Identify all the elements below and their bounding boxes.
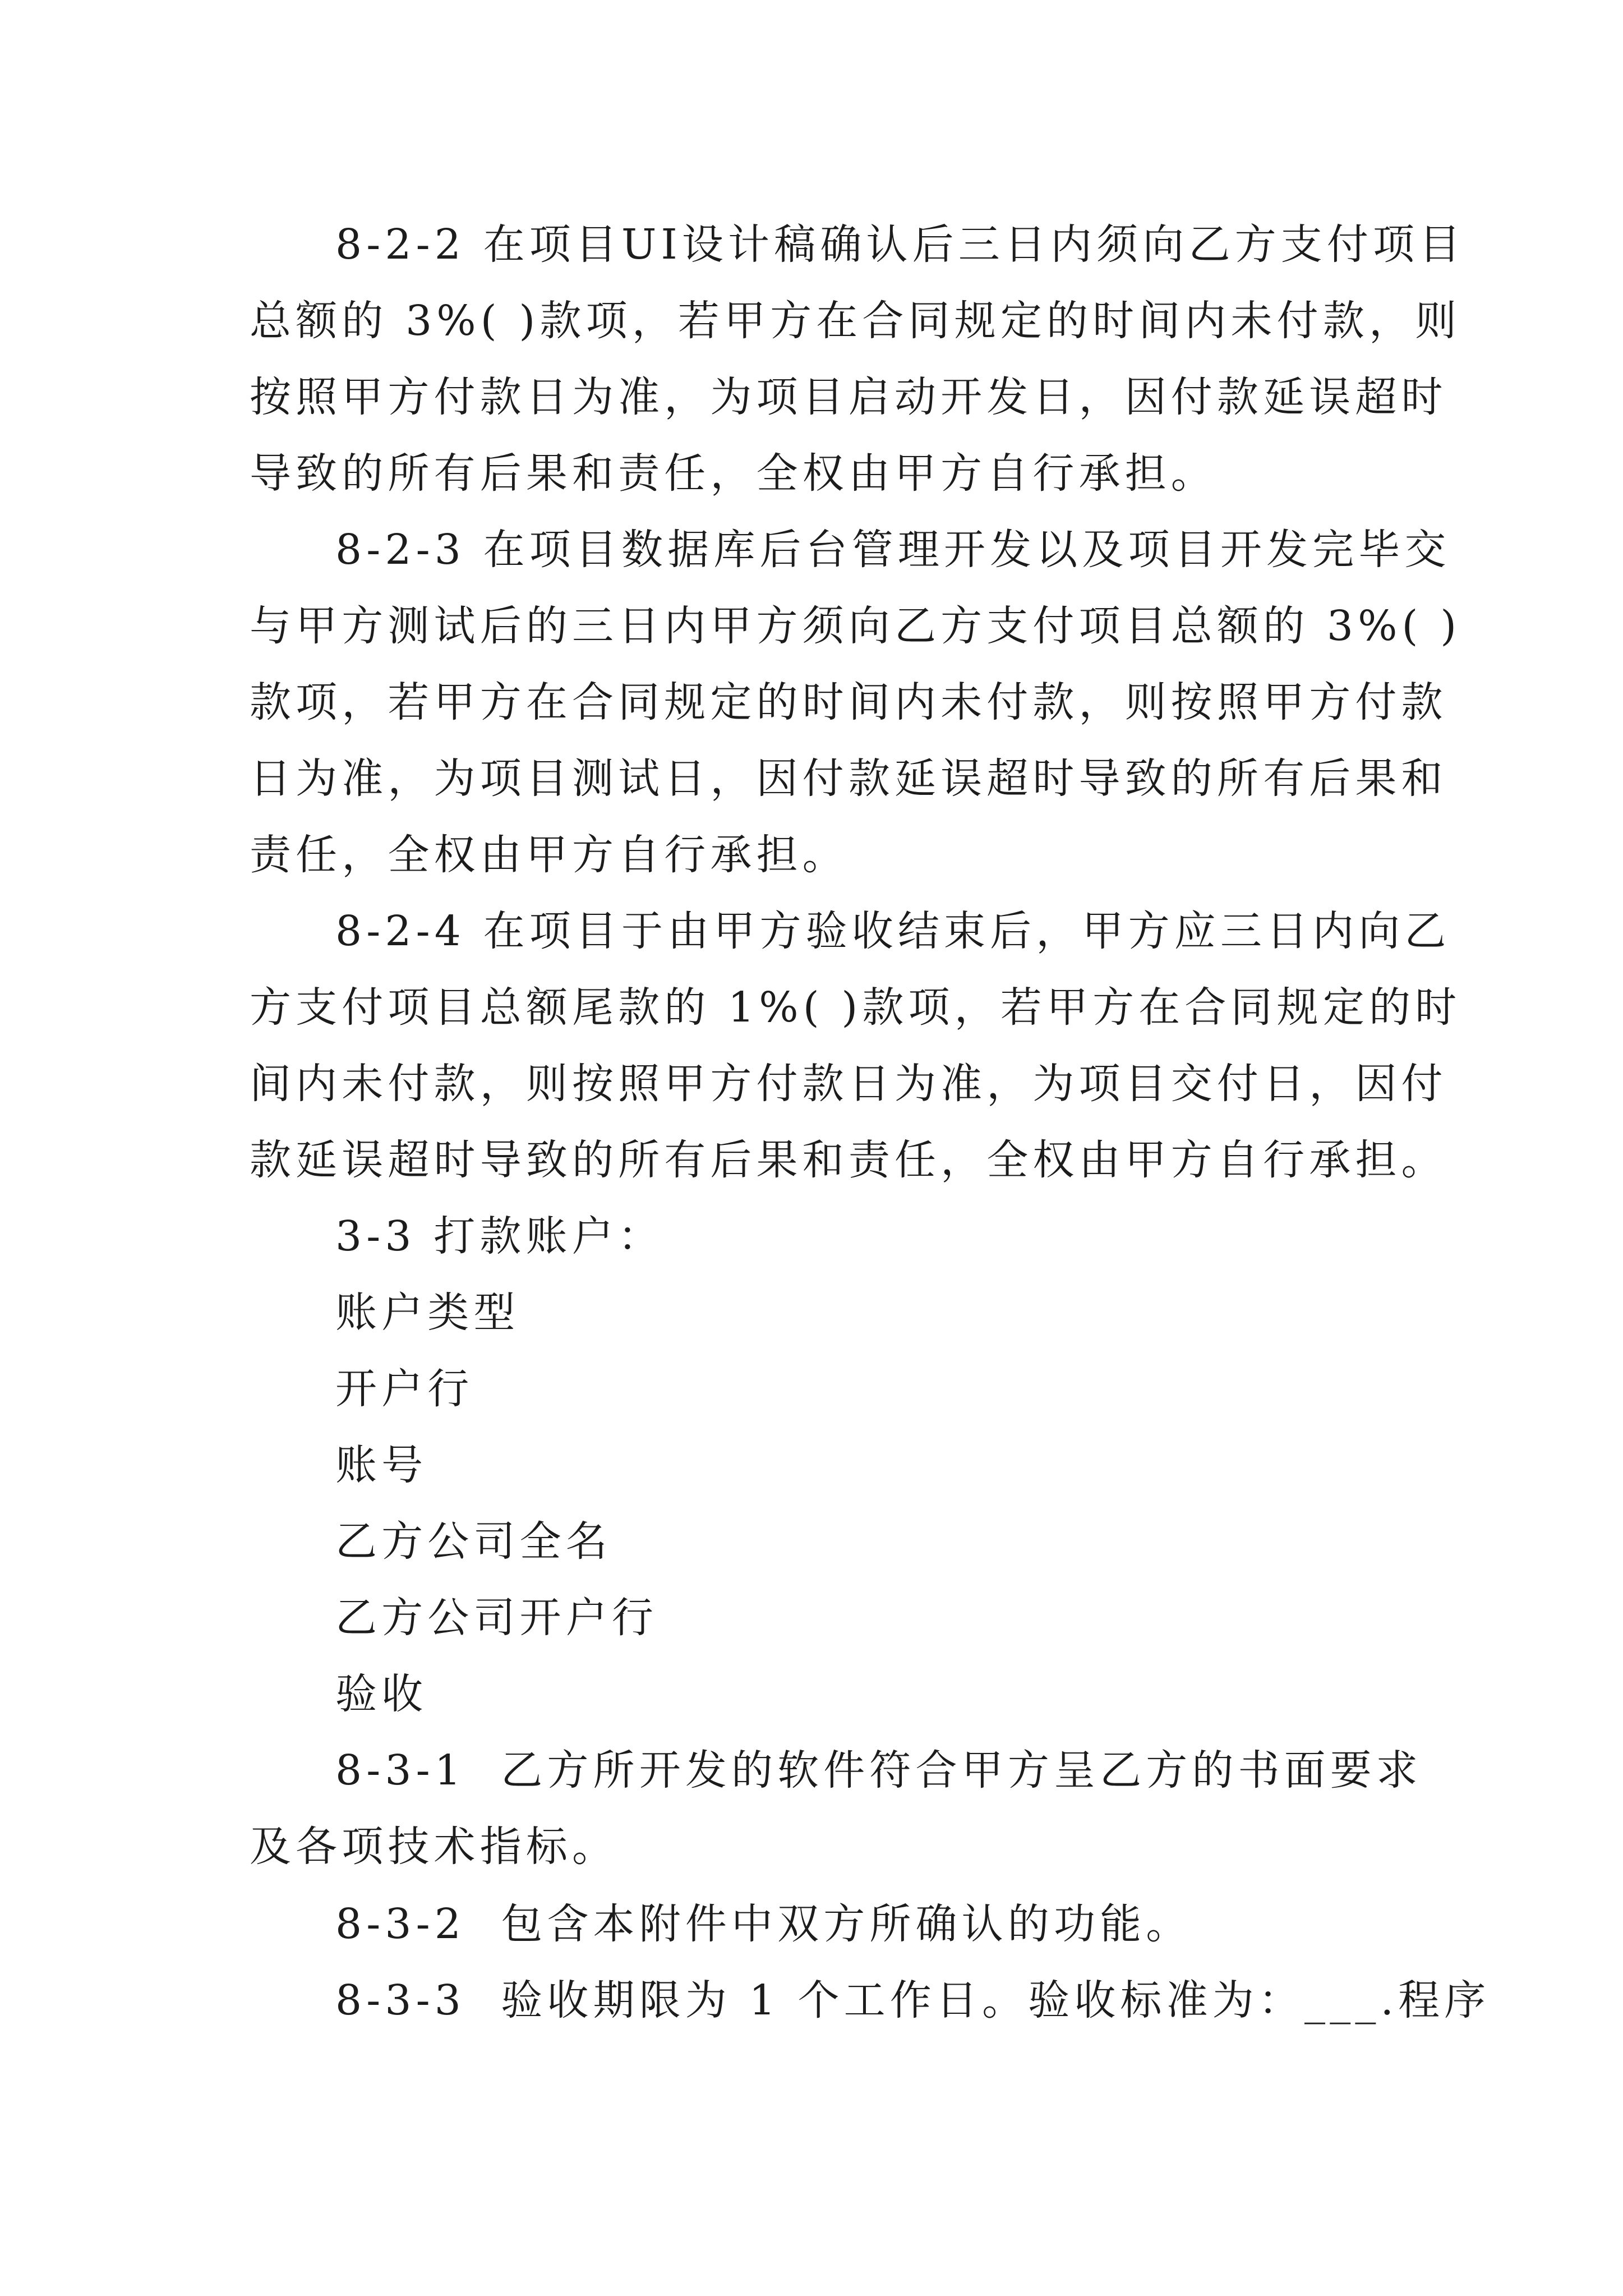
paragraph-8-2-4-line-3: 间内未付款，则按照甲方付款日为准，为项目交付日，因付 (250, 1060, 1447, 1108)
paragraph-8-2-2-line-1: 8-2-2 在项目UI设计稿确认后三日内须向乙方支付项目 (335, 220, 1465, 269)
paragraph-8-3-1-line-2: 及各项技术指标。 (250, 1823, 619, 1871)
account-type-label: 账户类型 (335, 1289, 520, 1337)
company-name-label: 乙方公司全名 (335, 1517, 612, 1566)
paragraph-8-2-3-line-1: 8-2-3 在项目数据库后台管理开发以及项目开发完毕交 (335, 526, 1451, 574)
paragraph-8-2-4-line-4: 款延误超时导致的所有后果和责任，全权由甲方自行承担。 (250, 1136, 1447, 1184)
paragraph-8-2-2-line-3: 按照甲方付款日为准，为项目启动开发日，因付款延误超时 (250, 373, 1447, 421)
paragraph-8-3-3-line-1: 8-3-3 验收期限为 1 个工作日。验收标准为：___.程序 (335, 1976, 1491, 2024)
paragraph-8-3-2: 8-3-2 包含本附件中双方所确认的功能。 (335, 1900, 1192, 1948)
paragraph-8-2-2-line-4: 导致的所有后果和责任，全权由甲方自行承担。 (250, 449, 1217, 498)
paragraph-8-2-3-line-5: 责任，全权由甲方自行承担。 (250, 831, 849, 879)
paragraph-8-2-4-line-2: 方支付项目总额尾款的 1%( )款项，若甲方在合同规定的时 (250, 983, 1461, 1032)
paragraph-8-2-3-line-2: 与甲方测试后的三日内甲方须向乙方支付项目总额的 3%( ) (250, 602, 1461, 650)
bank-label: 开户行 (335, 1365, 474, 1413)
paragraph-8-2-3-line-4: 日为准，为项目测试日，因付款延误超时导致的所有后果和 (250, 754, 1447, 803)
account-number-label: 账号 (335, 1441, 428, 1489)
paragraph-8-3-1-line-1: 8-3-1 乙方所开发的软件符合甲方呈乙方的书面要求 (335, 1746, 1423, 1795)
payment-account-heading: 3-3 打款账户： (335, 1212, 664, 1260)
paragraph-8-2-4-line-1: 8-2-4 在项目于由甲方验收结束后，甲方应三日内向乙 (335, 907, 1451, 955)
paragraph-8-2-2-line-2: 总额的 3%( )款项，若甲方在合同规定的时间内未付款，则 (250, 297, 1461, 345)
acceptance-heading: 验收 (335, 1670, 428, 1718)
paragraph-8-2-3-line-3: 款项，若甲方在合同规定的时间内未付款，则按照甲方付款 (250, 678, 1447, 726)
company-bank-label: 乙方公司开户行 (335, 1594, 658, 1642)
